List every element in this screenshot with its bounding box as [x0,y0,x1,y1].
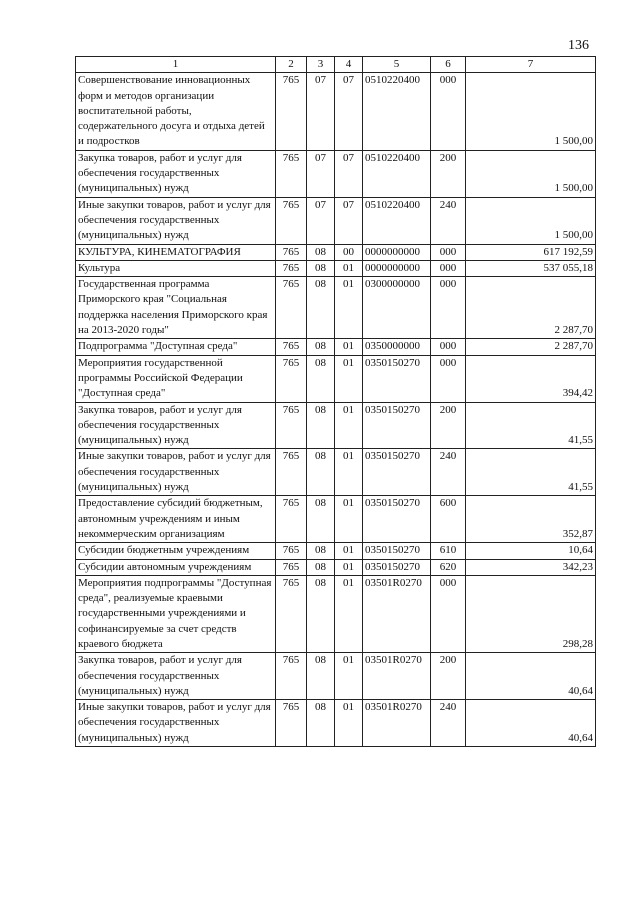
target-article-cell: 03501R0270 [363,700,431,747]
page-number: 136 [568,38,589,53]
table-row [76,575,596,652]
row-name-cell: Государственная программа Приморского края "Социальная поддержка населения Приморского края на 2013-2020 годы" [76,277,276,339]
row-name-cell: Закупка товаров, работ и услуг для обеспечения государственных (муниципальных) нужд [76,150,276,197]
section-cell: 08 [307,575,335,652]
expense-type-cell: 240 [431,197,466,244]
expense-type-cell: 240 [431,449,466,496]
table-row [76,543,596,559]
target-article-cell: 03501R0270 [363,653,431,700]
subsection-cell: 00 [335,244,363,260]
section-cell: 08 [307,653,335,700]
section-cell: 07 [307,73,335,150]
target-article-cell: 0000000000 [363,244,431,260]
table-row [76,700,596,747]
column-header: 6 [431,57,466,73]
admin-code-cell: 765 [276,653,307,700]
row-name-cell: Субсидии бюджетным учреждениям [76,543,276,559]
expense-type-cell: 200 [431,150,466,197]
subsection-cell: 07 [335,197,363,244]
expense-type-cell: 620 [431,559,466,575]
table-row [76,559,596,575]
row-name-cell: Закупка товаров, работ и услуг для обеспечения государственных (муниципальных) нужд [76,402,276,449]
amount-cell: 41,55 [466,449,596,496]
expense-type-cell: 240 [431,700,466,747]
section-cell: 08 [307,244,335,260]
amount-cell: 1 500,00 [466,197,596,244]
expense-type-cell: 000 [431,244,466,260]
row-name-cell: Иные закупки товаров, работ и услуг для обеспечения государственных (муниципальных) нужд [76,449,276,496]
table-row [76,260,596,276]
target-article-cell: 0510220400 [363,197,431,244]
amount-cell: 352,87 [466,496,596,543]
amount-cell: 298,28 [466,575,596,652]
budget-table [75,56,596,747]
section-cell: 08 [307,277,335,339]
admin-code-cell: 765 [276,150,307,197]
section-cell: 07 [307,150,335,197]
expense-type-cell: 600 [431,496,466,543]
admin-code-cell: 765 [276,449,307,496]
expense-type-cell: 000 [431,575,466,652]
table-row [76,244,596,260]
admin-code-cell: 765 [276,277,307,339]
admin-code-cell: 765 [276,355,307,402]
subsection-cell: 01 [335,700,363,747]
target-article-cell: 03501R0270 [363,575,431,652]
row-name-cell: Культура [76,260,276,276]
row-name-cell: КУЛЬТУРА, КИНЕМАТОГРАФИЯ [76,244,276,260]
section-cell: 08 [307,355,335,402]
section-cell: 08 [307,402,335,449]
subsection-cell: 01 [335,402,363,449]
target-article-cell: 0350150270 [363,496,431,543]
subsection-cell: 01 [335,575,363,652]
subsection-cell: 07 [335,73,363,150]
admin-code-cell: 765 [276,339,307,355]
table-row [76,355,596,402]
expense-type-cell: 200 [431,402,466,449]
section-cell: 08 [307,339,335,355]
target-article-cell: 0510220400 [363,150,431,197]
expense-type-cell: 200 [431,653,466,700]
section-cell: 08 [307,700,335,747]
expense-type-cell: 000 [431,277,466,339]
row-name-cell: Иные закупки товаров, работ и услуг для обеспечения государственных (муниципальных) нужд [76,197,276,244]
subsection-cell: 01 [335,339,363,355]
column-header: 3 [307,57,335,73]
section-cell: 08 [307,260,335,276]
table-header-row [76,57,596,73]
target-article-cell: 0350150270 [363,449,431,496]
row-name-cell: Закупка товаров, работ и услуг для обеспечения государственных (муниципальных) нужд [76,653,276,700]
target-article-cell: 0300000000 [363,277,431,339]
table-row [76,653,596,700]
row-name-cell: Предоставление субсидий бюджетным, автономным учреждениям и иным некоммерческим организациям [76,496,276,543]
column-header: 7 [466,57,596,73]
admin-code-cell: 765 [276,559,307,575]
table-row [76,402,596,449]
amount-cell: 537 055,18 [466,260,596,276]
amount-cell: 394,42 [466,355,596,402]
subsection-cell: 01 [335,559,363,575]
row-name-cell: Мероприятия государственной программы Российской Федерации "Доступная среда" [76,355,276,402]
column-header: 4 [335,57,363,73]
amount-cell: 40,64 [466,700,596,747]
expense-type-cell: 000 [431,339,466,355]
target-article-cell: 0000000000 [363,260,431,276]
amount-cell: 617 192,59 [466,244,596,260]
target-article-cell: 0350150270 [363,559,431,575]
expense-type-cell: 000 [431,260,466,276]
admin-code-cell: 765 [276,260,307,276]
amount-cell: 40,64 [466,653,596,700]
admin-code-cell: 765 [276,73,307,150]
row-name-cell: Подпрограмма "Доступная среда" [76,339,276,355]
table-row [76,449,596,496]
subsection-cell: 01 [335,543,363,559]
table-row [76,277,596,339]
subsection-cell: 01 [335,653,363,700]
target-article-cell: 0510220400 [363,73,431,150]
row-name-cell: Мероприятия подпрограммы "Доступная среда", реализуемые краевыми государственными учреждениями и софинансируемые за счет средств краевого бюджета [76,575,276,652]
column-header: 2 [276,57,307,73]
admin-code-cell: 765 [276,244,307,260]
subsection-cell: 01 [335,260,363,276]
amount-cell: 10,64 [466,543,596,559]
admin-code-cell: 765 [276,700,307,747]
subsection-cell: 01 [335,277,363,339]
admin-code-cell: 765 [276,402,307,449]
amount-cell: 41,55 [466,402,596,449]
table-row [76,150,596,197]
amount-cell: 1 500,00 [466,73,596,150]
target-article-cell: 0350150270 [363,543,431,559]
amount-cell: 342,23 [466,559,596,575]
column-header: 1 [76,57,276,73]
section-cell: 07 [307,197,335,244]
section-cell: 08 [307,543,335,559]
table-row [76,339,596,355]
target-article-cell: 0350150270 [363,402,431,449]
admin-code-cell: 765 [276,543,307,559]
table-row [76,73,596,150]
expense-type-cell: 000 [431,355,466,402]
target-article-cell: 0350150270 [363,355,431,402]
admin-code-cell: 765 [276,197,307,244]
admin-code-cell: 765 [276,496,307,543]
expense-type-cell: 000 [431,73,466,150]
section-cell: 08 [307,449,335,496]
amount-cell: 2 287,70 [466,339,596,355]
amount-cell: 2 287,70 [466,277,596,339]
section-cell: 08 [307,496,335,543]
section-cell: 08 [307,559,335,575]
admin-code-cell: 765 [276,575,307,652]
amount-cell: 1 500,00 [466,150,596,197]
expense-type-cell: 610 [431,543,466,559]
subsection-cell: 07 [335,150,363,197]
row-name-cell: Иные закупки товаров, работ и услуг для обеспечения государственных (муниципальных) нужд [76,700,276,747]
subsection-cell: 01 [335,355,363,402]
column-header: 5 [363,57,431,73]
row-name-cell: Субсидии автономным учреждениям [76,559,276,575]
subsection-cell: 01 [335,449,363,496]
subsection-cell: 01 [335,496,363,543]
table-row [76,197,596,244]
row-name-cell: Совершенствование инновационных форм и методов организации воспитательной работы, содержательного досуга и отдыха детей и подростков [76,73,276,150]
target-article-cell: 0350000000 [363,339,431,355]
table-row [76,496,596,543]
